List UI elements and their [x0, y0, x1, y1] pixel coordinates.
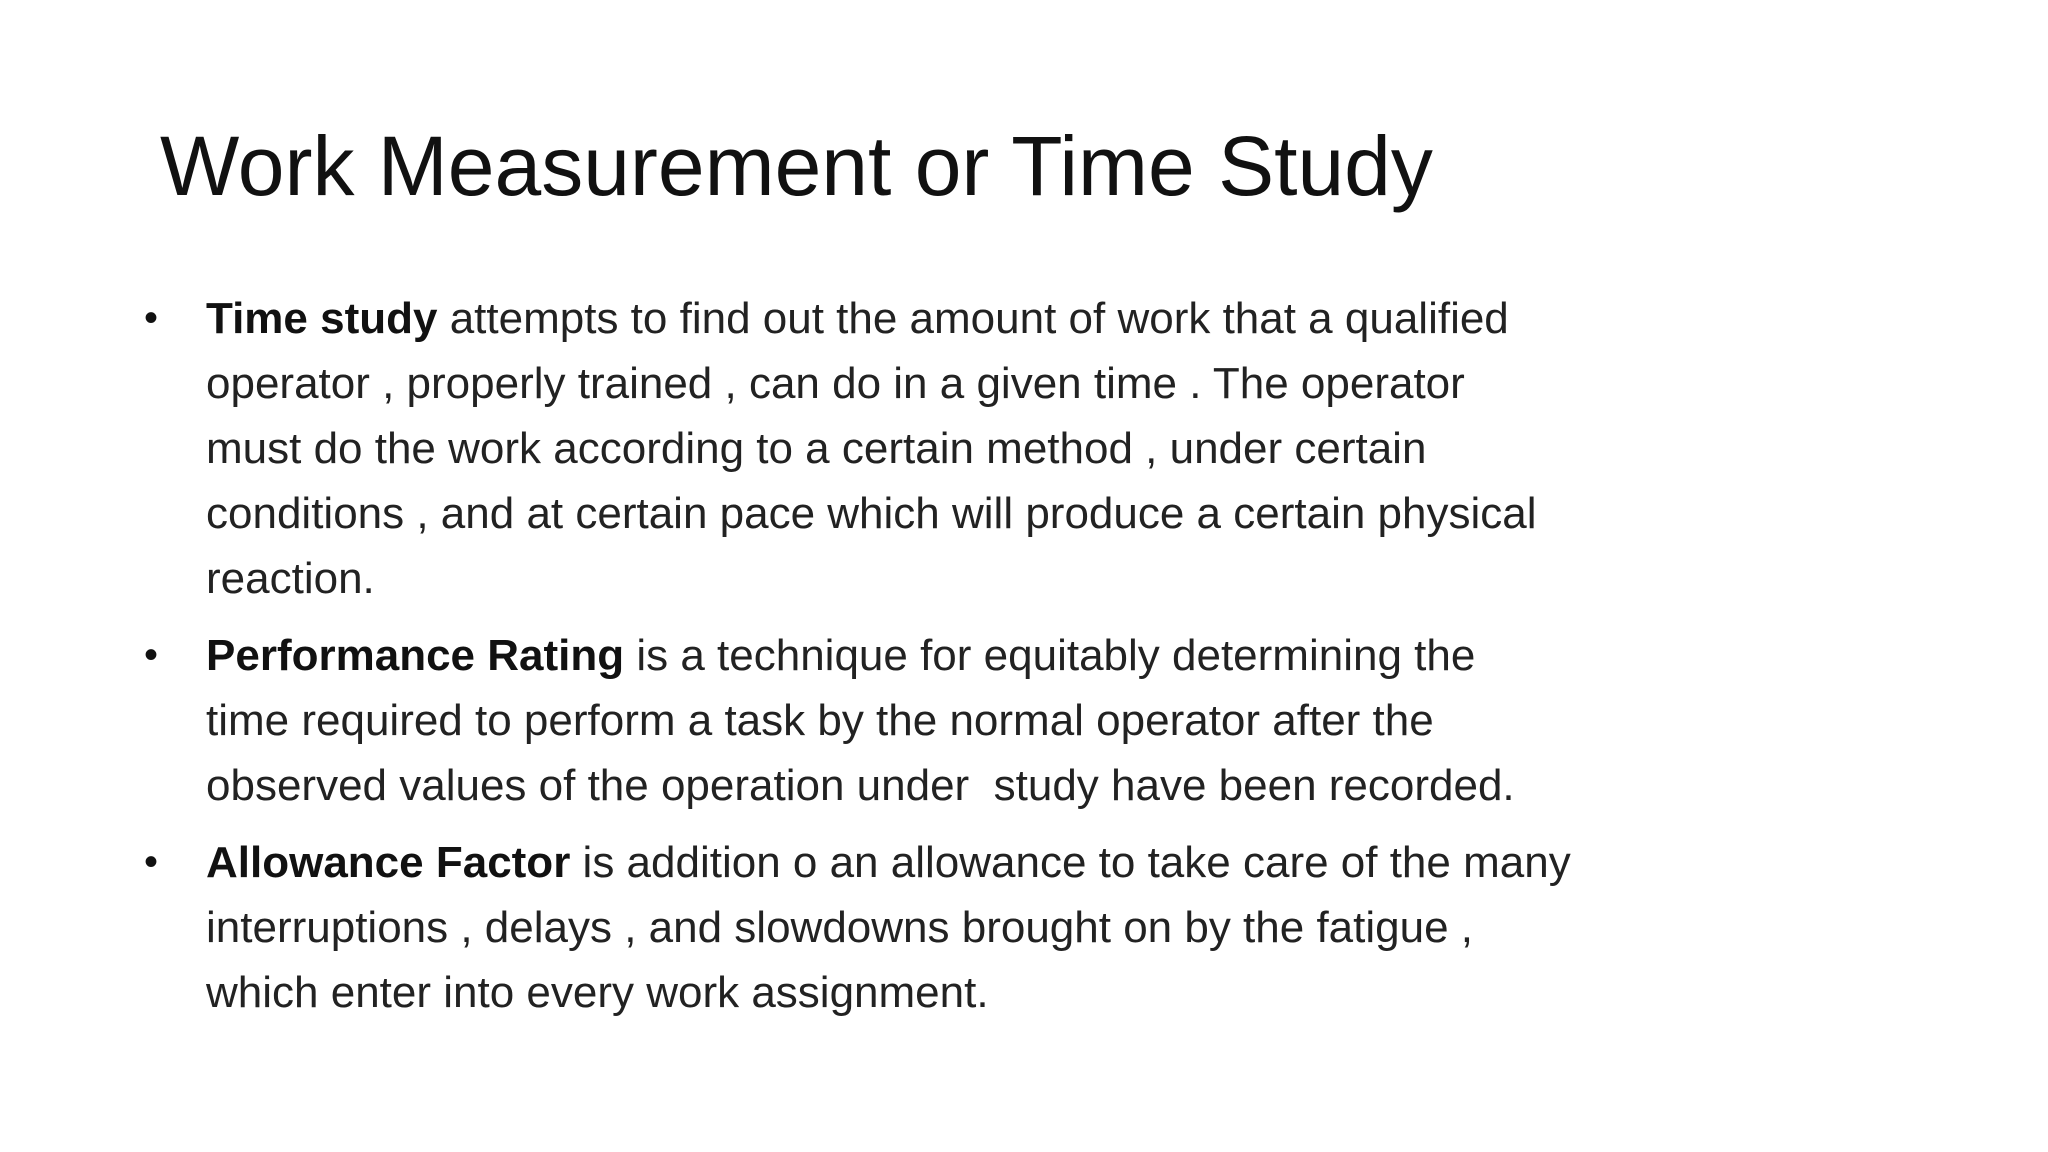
bullet-list — [140, 286, 1840, 1037]
bullet-term: Performance Rating — [206, 631, 625, 680]
bullet-line: interruptions , delays , and slowdowns brought on by the fatigue , — [206, 903, 1473, 952]
bullet-dot-icon: • — [144, 840, 159, 884]
slide-title: Work Measurement or Time Study — [160, 119, 1433, 213]
bullet-item-time-study — [140, 286, 1840, 611]
bullet-text: attempts to find out the amount of work that a qualified — [437, 294, 1509, 343]
bullet-dot-icon: • — [144, 633, 159, 677]
bullet-text: is a technique for equitably determining the — [624, 631, 1476, 680]
bullet-line: observed values of the operation under study have been recorded. — [206, 761, 1515, 810]
bullet-term: Allowance Factor — [206, 838, 571, 887]
bullet-line: conditions , and at certain pace which will produce a certain physical — [206, 489, 1537, 538]
bullet-line — [206, 623, 1840, 688]
bullet-line: time required to perform a task by the normal operator after the — [206, 696, 1434, 745]
bullet-line: reaction. — [206, 554, 375, 603]
bullet-line: must do the work according to a certain method , under certain — [206, 424, 1427, 473]
bullet-item-allowance-factor — [140, 830, 1840, 1025]
bullet-item-performance-rating — [140, 623, 1840, 818]
bullet-dot-icon: • — [144, 296, 159, 340]
bullet-term: Time study — [206, 294, 438, 343]
bullet-line — [206, 830, 1840, 895]
bullet-line — [206, 286, 1840, 351]
bullet-text: is addition o an allowance to take care of the many — [570, 838, 1571, 887]
bullet-line: which enter into every work assignment. — [206, 968, 989, 1017]
bullet-line: operator , properly trained , can do in a given time . The operator — [206, 359, 1465, 408]
